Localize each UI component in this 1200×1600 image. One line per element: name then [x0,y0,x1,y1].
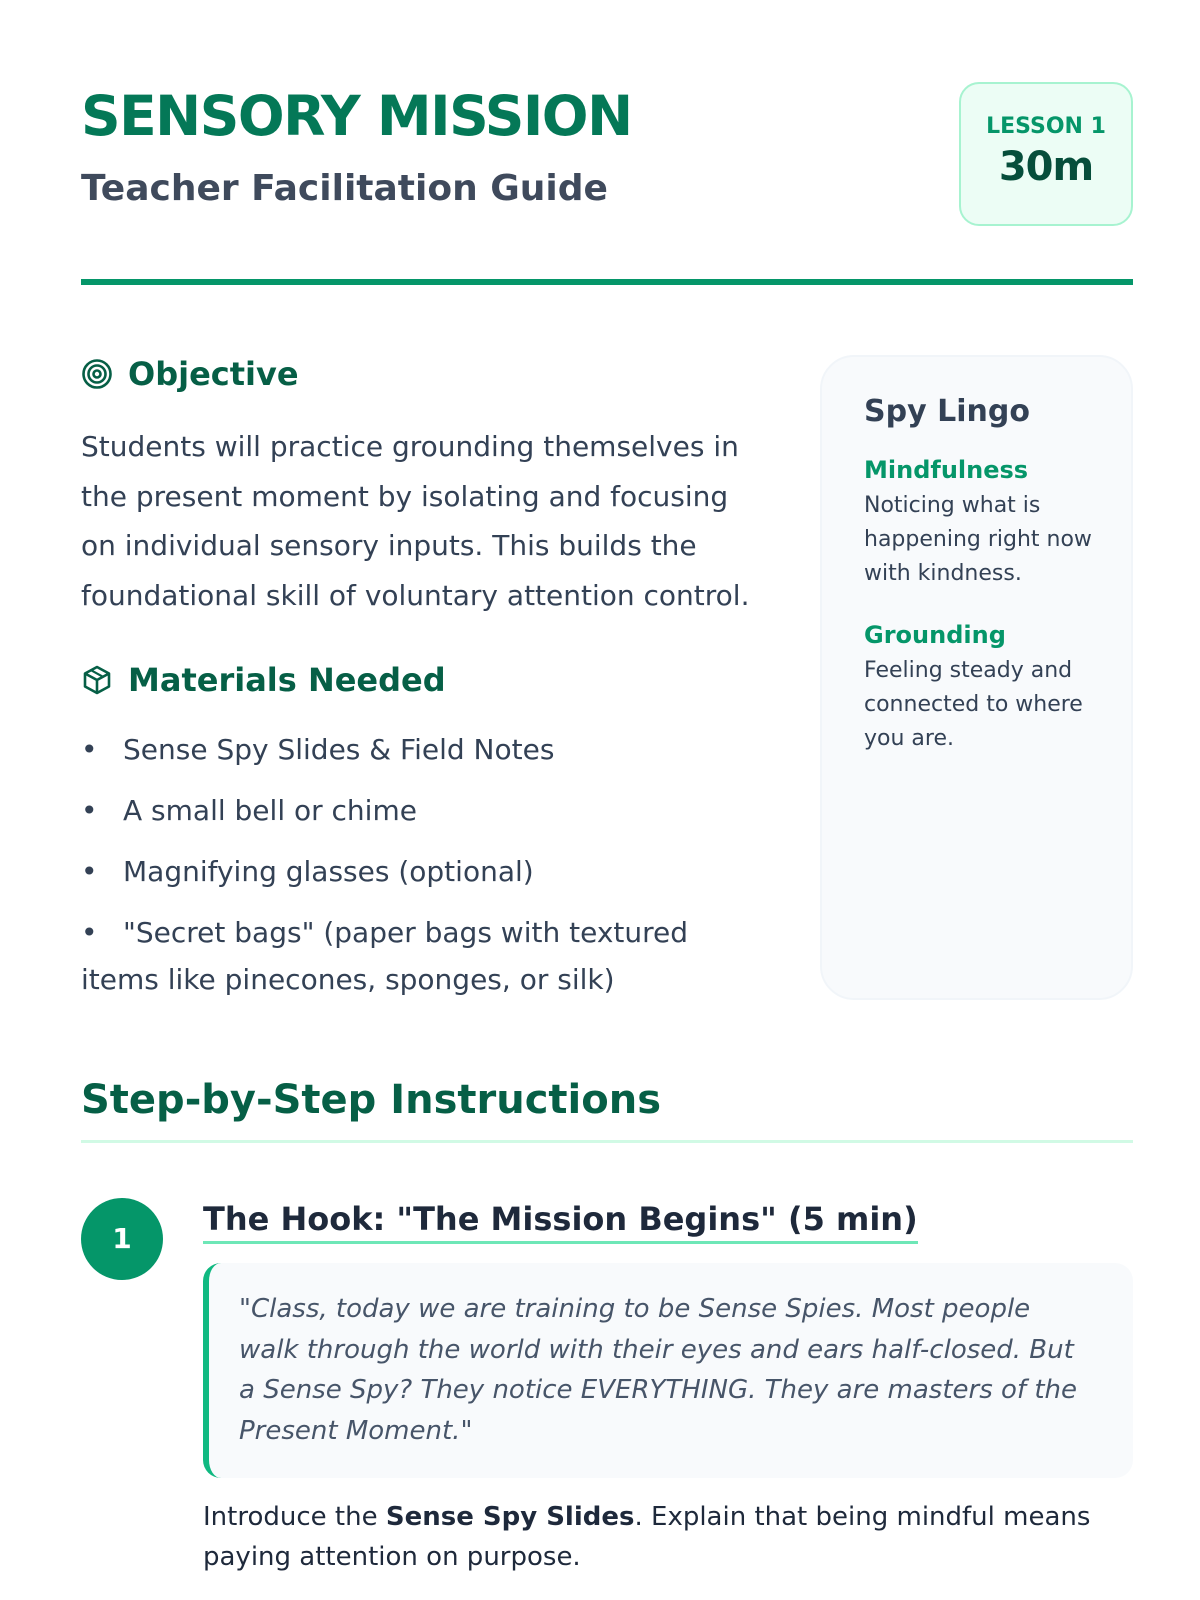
page-header [81,84,1133,284]
objective-heading [81,355,299,393]
list-item [81,909,761,1003]
list-item [81,787,761,834]
lesson-duration: 30m [998,144,1094,190]
lesson-badge [959,82,1133,226]
objective-heading-label: Objective [128,355,299,393]
materials-heading-label: Materials Needed [128,661,446,699]
step-title: The Hook: "The Mission Begins" (5 min) [203,1199,918,1244]
steps-heading: Step-by-Step Instructions [81,1077,662,1123]
lingo-title: Spy Lingo [864,394,1030,429]
lingo-term: Grounding [864,621,1006,649]
step-body-text: Introduce the [203,1502,386,1532]
step-quote: "Class, today we are training to be Sense Spies. Most people walk through the world with their eyes and ears half-closed. But a Sense Spy? They notice EVERYTHING. They are masters of the Present Moment." [203,1263,1133,1478]
step-number-badge: 1 [81,1198,163,1280]
bullet-icon: • [81,855,98,888]
lesson-label: LESSON 1 [986,114,1106,139]
material-text: "Secret bags" (paper bags with textured items like pinecones, sponges, or silk) [81,916,689,996]
bullet-icon: • [81,916,98,949]
lingo-definition: Feeling steady and connected to where you are. [864,658,1083,751]
list-item [81,848,761,895]
materials-list [81,726,761,1017]
box-icon [81,664,113,696]
material-text: Magnifying glasses (optional) [123,855,534,888]
objective-text: Students will practice grounding themselves in the present moment by isolating and focusing on individual sensory inputs. This builds the foundational skill of voluntary attention control. [81,430,750,612]
materials-heading [81,661,446,699]
list-item [81,726,761,773]
header-divider [81,279,1133,285]
lingo-term: Mindfulness [864,456,1029,484]
material-text: A small bell or chime [123,794,417,827]
spy-lingo-panel [820,355,1133,1000]
bullet-icon: • [81,794,98,827]
page-subtitle: Teacher Facilitation Guide [81,168,608,209]
bullet-icon: • [81,733,98,766]
step-body-highlight: Sense Spy Slides [385,1502,635,1532]
material-text: Sense Spy Slides & Field Notes [123,733,555,766]
steps-divider [81,1140,1133,1143]
lingo-definition: Noticing what is happening right now with kindness. [864,493,1092,586]
step-body-text: . Explain that being mindful means paying attention on purpose. [203,1502,1091,1572]
target-icon [81,358,113,390]
step-body [203,1497,1133,1577]
page-title: SENSORY MISSION [81,84,632,148]
